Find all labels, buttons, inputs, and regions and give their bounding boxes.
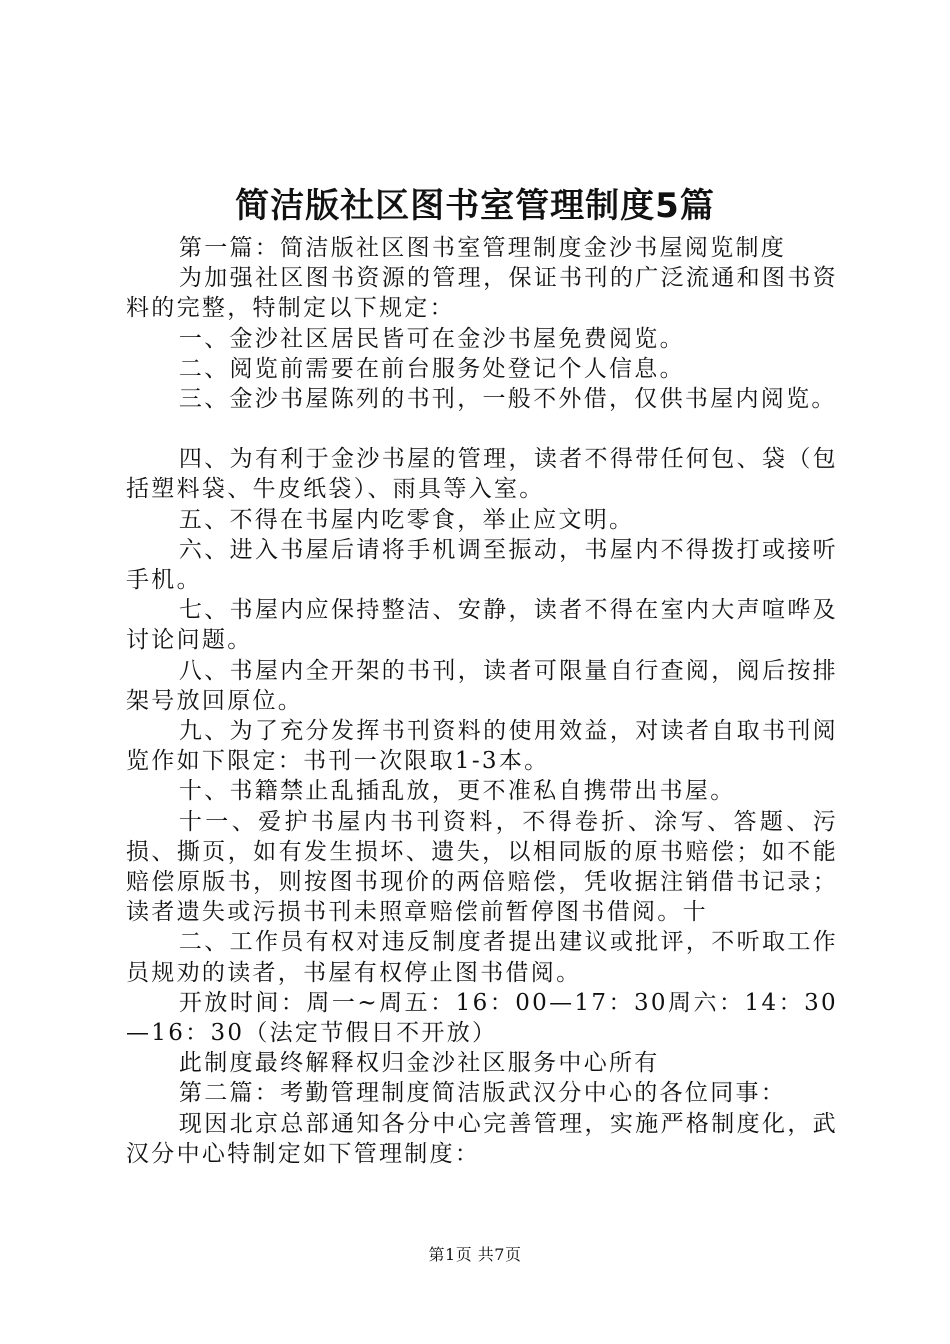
intro-paragraph: 为加强社区图书资源的管理，保证书刊的广泛流通和图书资料的完整，特制定以下规定： [126,265,838,322]
rule-11: 十一、爱护书屋内书刊资料，不得卷折、涂写、答题、污损、撕页，如有发生损坏、遗失，以相同版的原书赔偿；如不能赔偿原版书，则按图书现价的两倍赔偿，凭收据注销借书记录；读者遗失或污损书刊未照章赔偿前暂停图书借阅。十 [126,808,838,926]
document-title: 简洁版社区图书室管理制度5篇 [235,186,715,226]
section-heading-1: 第一篇：简洁版社区图书室管理制度金沙书屋阅览制度 [178,235,787,261]
rule-2: 二、阅览前需要在前台服务处登记个人信息。 [178,355,685,382]
document-body [126,233,838,1169]
interpretation-note: 此制度最终解释权归金沙社区服务中心所有 [178,1050,660,1077]
section-heading-2: 第二篇：考勤管理制度简洁版武汉分中心的各位同事： [178,1080,787,1107]
rule-5: 五、不得在书屋内吃零食，举止应文明。 [178,506,635,533]
rule-10: 十、书籍禁止乱插乱放，更不准私自携带出书屋。 [178,778,736,805]
rule-3: 三、金沙书屋陈列的书刊，一般不外借，仅供书屋内阅览。 [178,386,837,413]
page-number: 第1页 共7页 [428,1245,522,1264]
opening-hours: 开放时间：周一~周五：16：00—17：30周六：14：30—16：30（法定节假日不开放） [126,989,838,1047]
rule-12: 二、工作员有权对违反制度者提出建议或批评，不听取工作员规劝的读者，书屋有权停止图书借阅。 [126,929,838,986]
rule-1: 一、金沙社区居民皆可在金沙书屋免费阅览。 [178,325,685,352]
section-2-intro: 现因北京总部通知各分中心完善管理，实施严格制度化，武汉分中心特制定如下管理制度： [126,1110,838,1167]
rule-9: 九、为了充分发挥书刊资料的使用效益，对读者自取书刊阅览作如下限定：书刊一次限取1-3本。 [126,718,838,775]
rule-7: 七、书屋内应保持整洁、安静，读者不得在室内大声喧哗及讨论问题。 [126,597,838,654]
rule-4: 四、为有利于金沙书屋的管理，读者不得带任何包、袋（包括塑料袋、牛皮纸袋）、雨具等入室。 [126,446,838,503]
rule-6: 六、进入书屋后请将手机调至振动，书屋内不得拨打或接听手机。 [126,536,838,594]
rule-8: 八、书屋内全开架的书刊，读者可限量自行查阅，阅后按排架号放回原位。 [126,657,838,714]
